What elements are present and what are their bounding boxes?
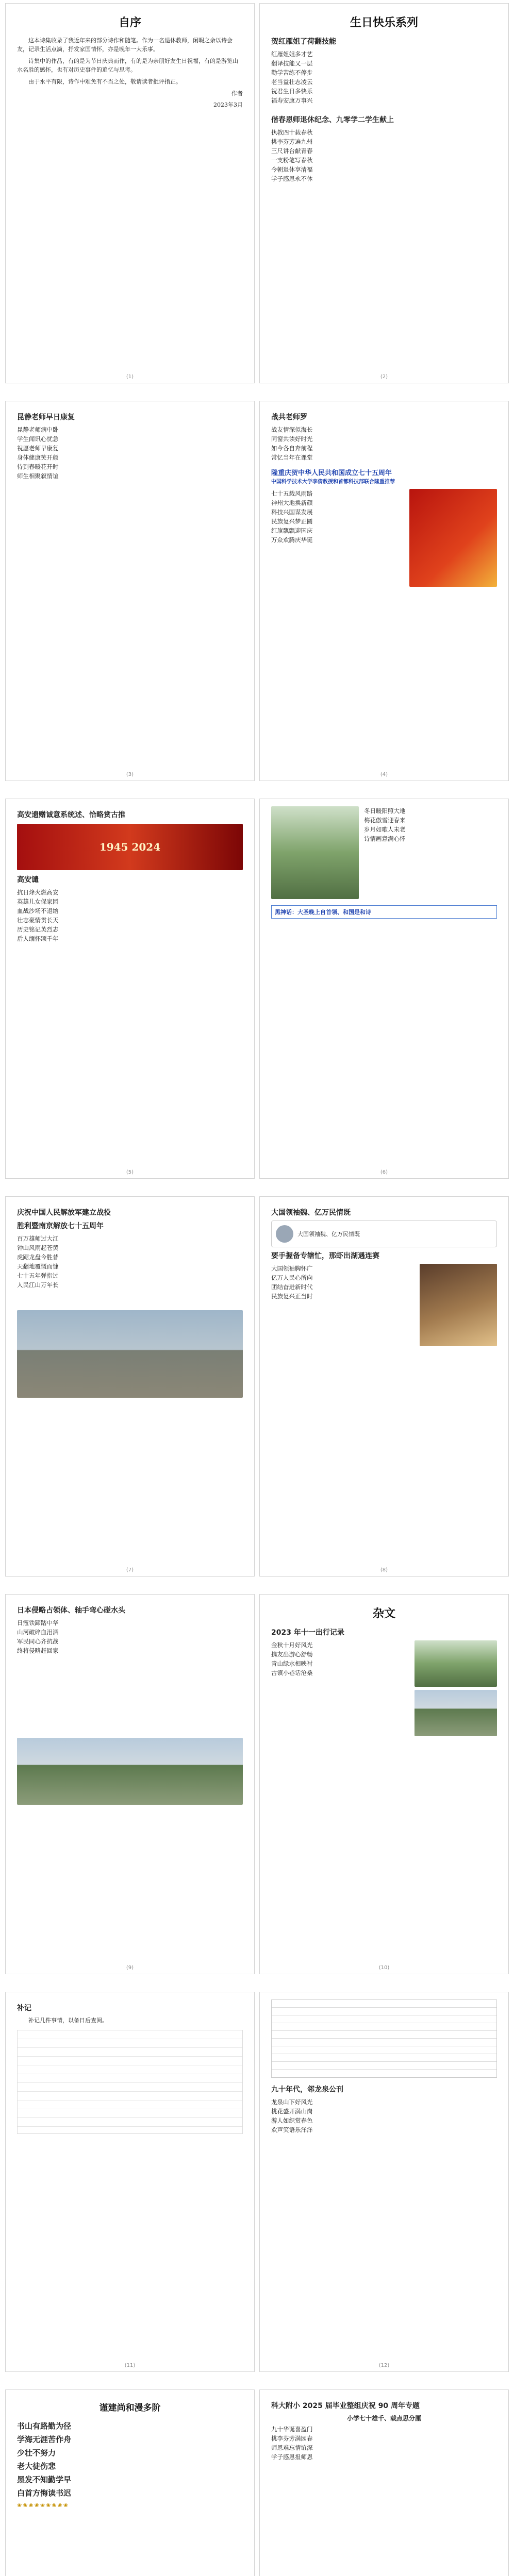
poem-line: 七十五年弹指过 bbox=[17, 1272, 59, 1279]
page-number: (10) bbox=[378, 1965, 390, 1971]
poem-line: 九十华诞喜盈门 bbox=[271, 2426, 313, 2433]
poem bbox=[271, 49, 497, 105]
page-number: (2) bbox=[380, 374, 388, 380]
poem-line: 民族复兴梦正圆 bbox=[271, 518, 313, 525]
poem-line: 科技兴国谋发展 bbox=[271, 509, 313, 516]
page-10 bbox=[259, 1594, 509, 1974]
poem-line: 万众欢腾庆华诞 bbox=[271, 536, 313, 544]
poem-line: 青山绿水相映衬 bbox=[271, 1660, 313, 1667]
poem-line: 学生闻讯心忧急 bbox=[17, 435, 59, 443]
poem-line: 学子感恩永不休 bbox=[271, 175, 313, 182]
poem-line: 血战沙场不退缩 bbox=[17, 907, 59, 914]
poem-line: 山河破碎血泪洒 bbox=[17, 1629, 59, 1636]
poem-line: 军民同心齐抗战 bbox=[17, 1638, 59, 1645]
poem-line: 人民江山万年长 bbox=[17, 1281, 59, 1289]
poem bbox=[364, 806, 497, 899]
section-heading: 庆祝中国人民解放军建立战役 bbox=[17, 1209, 111, 1217]
poem-line: 诗情画意满心怀 bbox=[364, 835, 406, 842]
page-7 bbox=[5, 1196, 255, 1577]
page-number: (3) bbox=[126, 772, 134, 777]
portrait-photo bbox=[420, 1264, 497, 1346]
poem-line: 白首方悔读书迟 bbox=[17, 2488, 72, 2498]
poem-line: 七十五载风雨路 bbox=[271, 490, 313, 497]
page-title: 生日快乐系列 bbox=[350, 16, 418, 29]
page-1 bbox=[5, 3, 255, 383]
poem-line: 红雁姐姐多才艺 bbox=[271, 50, 313, 58]
page-11 bbox=[5, 1992, 255, 2372]
section-heading: 高安谴 bbox=[17, 876, 39, 884]
highlight-heading: 隆重庆贺中华人民共和国成立七十五周年 bbox=[271, 469, 392, 477]
poem bbox=[271, 1640, 409, 1736]
poem-line: 翻译技能又一层 bbox=[271, 60, 313, 67]
landscape-photo bbox=[271, 806, 359, 899]
poem-line: 老大徒伤悲 bbox=[17, 2462, 56, 2471]
section-heading: 2023 年十一出行记录 bbox=[271, 1629, 344, 1637]
page-12 bbox=[259, 1992, 509, 2372]
page-number: (11) bbox=[124, 2363, 136, 2368]
page-number: (1) bbox=[126, 374, 134, 380]
poem-line: 冬日暖阳照大地 bbox=[364, 807, 406, 815]
poem-line: 勤学苦练不停步 bbox=[271, 69, 313, 76]
poem bbox=[271, 425, 497, 462]
poem-line: 桃花盛开满山岗 bbox=[271, 2108, 313, 2115]
poem-line: 百万雄师过大江 bbox=[17, 1235, 59, 1242]
preface-paragraph: 诗集中的作品，有的是为节日庆典而作，有的是为亲朋好友生日祝福，有的是游览山水名胜的感怀，也有对历史事件的追忆与思考。 bbox=[17, 58, 238, 73]
poem-line: 学子感恩报师恩 bbox=[271, 2453, 313, 2461]
poem-line: 老当益壮志凌云 bbox=[271, 78, 313, 86]
poem-line: 大国领袖胸怀广 bbox=[271, 1265, 313, 1272]
poem-line: 书山有路勤为径 bbox=[17, 2421, 72, 2431]
signature: 作者 bbox=[231, 90, 243, 97]
poem-line: 桃李芬芳遍九州 bbox=[271, 138, 313, 145]
poem bbox=[17, 888, 243, 943]
page-title: 杂文 bbox=[372, 1607, 395, 1620]
poem-line: 终将侵略赶回家 bbox=[17, 1647, 59, 1654]
poem-line: 红旗飘飘迎国庆 bbox=[271, 527, 313, 534]
poem-line: 民族复兴正当时 bbox=[271, 1293, 313, 1300]
preface-paragraph: 这本诗集收录了我近年来的部分诗作和随笔。作为一名退休教师，闲暇之余以诗会友，记录生活点滴，抒发家国情怀，亦是晚年一大乐事。 bbox=[17, 37, 233, 53]
poem-line: 天翻地覆慨而慷 bbox=[17, 1263, 59, 1270]
page-title: 自序 bbox=[118, 16, 141, 29]
poem-line: 今朝退休享清福 bbox=[271, 166, 313, 173]
poem-line: 携友出游心舒畅 bbox=[271, 1651, 313, 1658]
trip-photo bbox=[414, 1640, 497, 1687]
poem-line: 待到春暖花开时 bbox=[17, 463, 59, 470]
section-heading: 大国领袖魏、亿万民情既 bbox=[271, 1209, 351, 1217]
section-heading: 日本侵略占领体、轴手弯心碰水头 bbox=[17, 1606, 125, 1615]
section-heading: 昆静老师早日康复 bbox=[17, 413, 75, 421]
poem-line: 神州大地换新颜 bbox=[271, 499, 313, 506]
poem-line: 钟山风雨起苍黄 bbox=[17, 1244, 59, 1251]
poem-line: 常忆当年在课堂 bbox=[271, 454, 313, 461]
poem bbox=[271, 2425, 497, 2462]
anniversary-poster-image bbox=[409, 489, 497, 587]
campus-photo bbox=[17, 1738, 243, 1805]
poem-line: 团结奋进新时代 bbox=[271, 1283, 313, 1291]
highlight-subheading: 中国科学技术大学李倩教授和首都科技部联合隆重推荐 bbox=[271, 479, 395, 485]
memorial-banner-image bbox=[17, 824, 243, 870]
poem-line: 壮志豪情贯长天 bbox=[17, 917, 59, 924]
banner-years: 1945 2024 bbox=[99, 841, 161, 853]
page-number: (7) bbox=[126, 1567, 134, 1573]
poem-line: 执教四十载春秋 bbox=[271, 129, 313, 136]
poem-line: 古镇小巷话沧桑 bbox=[271, 1669, 313, 1676]
poem bbox=[271, 128, 497, 183]
poem bbox=[271, 2097, 497, 2134]
poem-line: 三尺讲台献青春 bbox=[271, 147, 313, 155]
poem bbox=[17, 2419, 243, 2500]
page-6 bbox=[259, 799, 509, 1179]
page-2 bbox=[259, 3, 509, 383]
section-heading: 战共老师罗 bbox=[271, 413, 307, 421]
section-heading: 胜利暨南京解放七十五周年 bbox=[17, 1222, 104, 1230]
scanned-notes-image bbox=[17, 2030, 243, 2134]
scanned-table-image bbox=[271, 1999, 497, 2078]
poem-line: 如今各自奔前程 bbox=[271, 445, 313, 452]
poem-line: 昆静老师病中卧 bbox=[17, 426, 59, 433]
page-13 bbox=[5, 2389, 255, 2576]
poem-line: 祝君生日多快乐 bbox=[271, 88, 313, 95]
page-number: (6) bbox=[380, 1170, 388, 1175]
page-14 bbox=[259, 2389, 509, 2576]
poem-line: 桃李芬芳满园春 bbox=[271, 2435, 313, 2442]
poem-line: 同窗共读好时光 bbox=[271, 435, 313, 443]
poem-line: 师恩难忘情谊深 bbox=[271, 2444, 313, 2451]
page-number: (9) bbox=[126, 1965, 134, 1971]
section-heading: 高安遗赠诚意系统述、恰略赏古推 bbox=[17, 811, 125, 819]
memorial-square-photo bbox=[17, 1310, 243, 1398]
poem-line: 身体健康笑开颜 bbox=[17, 454, 59, 461]
section-heading: 要手握备专辖忙，那虾出湖遇连赛 bbox=[271, 1252, 379, 1260]
shared-card[interactable] bbox=[271, 1221, 497, 1247]
poem bbox=[271, 489, 404, 587]
page-4 bbox=[259, 401, 509, 781]
poem-line: 英雄儿女保家园 bbox=[17, 898, 59, 905]
poem bbox=[17, 1618, 243, 1655]
page-3 bbox=[5, 401, 255, 781]
poem-line: 福寿安康万事兴 bbox=[271, 97, 313, 104]
section-heading: 九十年代，邻龙泉公刊 bbox=[271, 2086, 343, 2094]
poem-line: 岁月如歌人未老 bbox=[364, 826, 406, 833]
avatar bbox=[276, 1225, 293, 1243]
poem-line: 日寇铁蹄踏中华 bbox=[17, 1619, 59, 1626]
page-5 bbox=[5, 799, 255, 1179]
section-heading: 补记 bbox=[17, 2004, 31, 2012]
poem-line: 游人如织赏春色 bbox=[271, 2117, 313, 2124]
signature-date: 2023年3月 bbox=[213, 101, 243, 108]
page-number: (8) bbox=[380, 1567, 388, 1573]
flower-decoration-icon: ❀❀❀❀❀❀❀❀❀ bbox=[17, 2502, 69, 2509]
poem-line: 战友情深似海长 bbox=[271, 426, 313, 433]
page-number: (5) bbox=[126, 1170, 134, 1175]
poem bbox=[17, 1234, 243, 1290]
poem-line: 少壮不努力 bbox=[17, 2448, 56, 2458]
section-heading: 谨建尚和漫多阶 bbox=[99, 2403, 161, 2413]
poem-line: 虎踞龙盘今胜昔 bbox=[17, 1253, 59, 1261]
poem-line: 亿万人民心所向 bbox=[271, 1274, 313, 1281]
poem-line: 学海无涯苦作舟 bbox=[17, 2435, 72, 2444]
poem-line: 历史铭记英烈志 bbox=[17, 926, 59, 933]
poem-line: 欢声笑语乐洋洋 bbox=[271, 2126, 313, 2133]
page-9 bbox=[5, 1594, 255, 1974]
trip-photo bbox=[414, 1690, 497, 1736]
page-number: (4) bbox=[380, 772, 388, 777]
subheading: 小学七十雄千、载点思分厘 bbox=[346, 2415, 421, 2422]
highlight-heading: 黑神话：大圣晚上自首领、和国是和诗 bbox=[271, 905, 497, 919]
page-8 bbox=[259, 1196, 509, 1577]
poem bbox=[17, 425, 243, 481]
poem-line: 金秋十月好风光 bbox=[271, 1641, 313, 1649]
section-heading: 偕春恩师退休纪念、九零学二学生献上 bbox=[271, 116, 394, 124]
section-heading: 贺红雁姐了荷翻技能 bbox=[271, 38, 336, 46]
poem-line: 梅花傲雪迎春来 bbox=[364, 817, 406, 824]
poem-line: 一支粉笔写春秋 bbox=[271, 157, 313, 164]
preface-paragraph: 由于水平有限，诗作中难免有不当之处，敬请读者批评指正。 bbox=[28, 78, 181, 85]
card-title: 大国领袖魏、亿万民情既 bbox=[297, 1231, 360, 1238]
poem bbox=[271, 1264, 414, 1346]
section-heading: 科大附小 2025 届毕业整组庆祝 90 周年专题 bbox=[271, 2402, 420, 2410]
poem-line: 黑发不知勤学早 bbox=[17, 2475, 72, 2484]
poem-line: 师生相聚叙情谊 bbox=[17, 472, 59, 480]
poem-line: 祝愿老师早康复 bbox=[17, 445, 59, 452]
page-number: (12) bbox=[378, 2363, 390, 2368]
paragraph: 补记几件事情，以备日后查阅。 bbox=[28, 2017, 108, 2024]
poem-line: 龙泉山下好风光 bbox=[271, 2098, 313, 2106]
poem-line: 抗日烽火燃高安 bbox=[17, 889, 59, 896]
poem-line: 后人缅怀颂千年 bbox=[17, 935, 59, 942]
